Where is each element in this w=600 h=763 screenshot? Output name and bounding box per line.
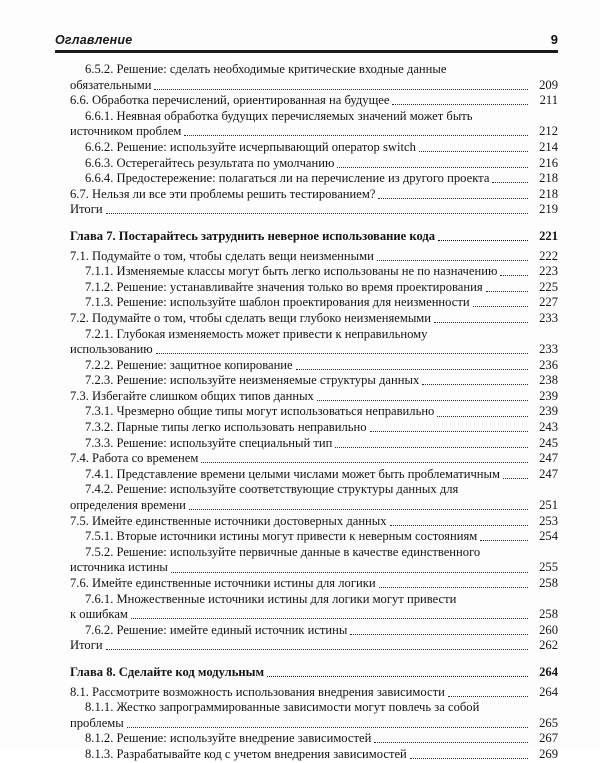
toc-entry-line [55,62,558,78]
dot-leader [486,291,528,292]
toc-entry-text: 6.6.3. Остерегайтесь результата по умолчанию [85,155,335,170]
toc-entry-line [55,311,558,327]
toc-entry[interactable] [55,295,558,311]
toc-entry-line [55,202,558,218]
dot-leader [350,634,528,635]
dot-leader [156,353,528,354]
toc-entry-line [55,482,558,498]
toc-entry-page-number: 221 [539,228,558,243]
toc-entry-text: 7.3.2. Парные типы легко использовать неправильно [85,420,367,435]
toc-entry-page-number: 269 [539,746,558,761]
toc-entry-text: обязательными [70,77,152,92]
toc-entry-text: 7.1. Подумайте о том, чтобы сделать вещи неизменными [70,248,374,263]
toc-entry-line [55,498,558,514]
toc-entry-line [55,420,558,436]
toc-entry-text: к ошибкам [70,607,128,622]
toc-entry-text: 7.2.1. Глубокая изменяемость может привести к неправильному [85,326,428,341]
toc-entry-text: 7.4.1. Представление времени целыми числами может быть проблематичным [85,466,500,481]
toc-entry-text: 7.6. Имейте единственные источники истины для логики [70,576,376,590]
toc-entry-page-number: 253 [539,513,558,528]
toc-entry-line [55,467,558,483]
toc-entry-page-number: 255 [539,560,558,575]
toc-entry-page-number: 227 [539,295,558,310]
toc-entry-text: 7.3.3. Решение: используйте специальный тип [85,435,333,450]
toc-entry-text: 7.4. Работа со временем [70,451,199,466]
dot-leader [131,618,528,619]
dot-leader [422,384,528,385]
toc-entry-page-number: 243 [539,420,558,435]
toc-entry-page-number: 225 [539,279,558,294]
dot-leader [379,587,528,588]
toc-entry-text: 6.6. Обработка перечислений, ориентированная на будущее [70,93,390,108]
toc-entry-text: источника истины [70,560,168,575]
toc-entry-line [55,280,558,296]
running-header-title: Оглавление [55,33,133,47]
toc-entry[interactable] [55,638,558,654]
toc-entry[interactable] [55,623,558,639]
dot-leader [154,89,528,90]
toc-entry-text: 6.5.2. Решение: сделать необходимые критические входные данные [85,62,447,76]
toc-entry[interactable] [55,264,558,280]
toc-entry-page-number: 233 [539,342,558,357]
toc-entry-line [55,124,558,140]
dot-leader [473,306,528,307]
toc-entry-text: 8.1.2. Решение: используйте внедрение зависимостей [85,731,372,746]
toc-entry[interactable] [55,389,558,405]
dot-leader [370,431,528,432]
header-rule [55,50,558,53]
toc-entry-line [55,731,558,747]
toc-entry-line [55,342,558,358]
toc-entry-text: 7.5. Имейте единственные источники достоверных данных [70,513,387,528]
toc-entry-text: 7.3. Избегайте слишком общих типов данных [70,388,314,403]
toc-entry-line [55,560,558,576]
toc-entry-text: 7.6.2. Решение: имейте единый источник истины [85,622,348,637]
dot-leader [480,540,528,541]
dot-leader [448,696,528,697]
toc-entry[interactable] [55,467,558,483]
toc-entry-page-number: 258 [539,576,558,590]
toc-entry-line [55,576,558,592]
toc-entry[interactable] [55,327,558,358]
toc-entry[interactable] [55,358,558,374]
toc-chapter-entry[interactable] [55,229,558,245]
toc-entry-page-number: 211 [539,93,558,108]
toc-entry-line [55,514,558,530]
toc-entry[interactable] [55,93,558,109]
toc-entry-text: 7.1.1. Изменяемые классы могут быть легко использованы не по назначению [85,264,498,279]
toc-entry-page-number: 238 [539,373,558,388]
toc-entry-page-number: 219 [539,202,558,217]
toc-chapter-entry[interactable] [55,665,558,681]
toc-entry[interactable] [55,436,558,452]
toc-entry-text: 8.1.3. Разрабатывайте код с учетом внедрения зависимостей [85,746,407,761]
dot-leader [296,369,528,370]
dot-leader [492,182,528,183]
toc-entry-text: 7.6.1. Множественные источники истины для логики могут привести [85,591,457,606]
toc-entry[interactable] [55,171,558,187]
toc-entry-text: Глава 7. Постарайтесь затруднить неверное использование кода [70,228,436,243]
dot-leader [437,416,528,417]
toc-entry-page-number: 245 [539,435,558,450]
dot-leader [503,478,528,479]
toc-entry-line [55,109,558,125]
toc-entry-line [55,545,558,561]
toc-entry-page-number: 239 [539,388,558,403]
toc-entry-line [55,638,558,654]
toc-entry-page-number: 223 [539,264,558,279]
toc-entry-line [55,187,558,203]
toc-entry[interactable] [55,451,558,467]
toc-entry-line [55,78,558,94]
toc-entry-line [55,358,558,374]
toc-entry-text: 7.1.2. Решение: устанавливайте значения только во время проектирования [85,279,483,294]
toc-entry-line [55,529,558,545]
toc-entry-line [55,623,558,639]
toc-entry-text: проблемы [70,715,124,730]
toc-entry-line [55,373,558,389]
toc-entry-page-number: 264 [539,684,558,699]
toc-entry-text: 7.2.3. Решение: используйте неизменяемые структуры данных [85,373,420,388]
dot-leader [335,447,528,448]
toc-entry[interactable] [55,482,558,513]
toc-entry-page-number: 236 [539,357,558,372]
toc-entry-text: 7.2.2. Решение: защитное копирование [85,357,293,372]
toc-entry-text: 7.1.3. Решение: используйте шаблон проектирования для неизменности [85,295,470,310]
toc-entry-line [55,404,558,420]
dot-leader [106,649,528,650]
toc-entry-line [70,665,558,681]
toc-entry-text: Итоги [70,202,103,217]
dot-leader [438,240,528,241]
toc-entry-line [55,436,558,452]
dot-leader [337,167,528,168]
dot-leader [106,213,528,214]
toc-entry-line [55,389,558,405]
toc-entry[interactable] [55,109,558,140]
toc-entry[interactable] [55,249,558,265]
toc-entry[interactable] [55,373,558,389]
dot-leader [374,742,528,743]
toc-entry-line [55,156,558,172]
dot-leader [317,400,528,401]
dot-leader [419,151,528,152]
toc-entry-text: Глава 8. Сделайте код модульным [70,664,265,679]
toc-entry-line [55,685,558,701]
toc-entry-page-number: 265 [539,715,558,730]
toc-entry-line [55,264,558,280]
dot-leader [201,462,528,463]
toc-entry-page-number: 251 [539,498,558,513]
toc-entry[interactable] [55,514,558,530]
toc-entry-text: 6.7. Нельзя ли все эти проблемы решить тестированием? [70,186,376,201]
toc-entry-line [70,229,558,245]
toc-entry-text: 6.6.2. Решение: используйте исчерпывающий оператор switch [85,139,416,154]
dot-leader [378,198,528,199]
toc-entry-text: определения времени [70,498,186,513]
toc-entry-line [55,700,558,716]
dot-leader [410,758,528,759]
toc-entry[interactable] [55,731,558,747]
toc-entry-text: 7.4.2. Решение: используйте соответствующие структуры данных для [85,482,459,497]
running-header-row [55,32,558,50]
toc-entry-line [55,607,558,623]
page-folio: 9 [550,32,558,47]
toc-entry-page-number: 260 [539,622,558,637]
toc-entry-page-number: 212 [539,124,558,139]
dot-leader [390,525,528,526]
toc-entry[interactable] [55,700,558,731]
toc-entry-page-number: 254 [539,529,558,544]
running-header [55,32,558,54]
toc-entry[interactable] [55,576,558,592]
dot-leader [171,572,528,573]
toc-entry-text: 6.6.4. Предостережение: полагаться ли на перечисление из другого проекта [85,171,490,186]
toc-entry-page-number: 216 [539,155,558,170]
toc-entry[interactable] [55,747,558,763]
toc-entry-line [55,93,558,109]
toc-entry[interactable] [55,62,558,93]
toc-entry-line [55,295,558,311]
toc-entry-line [55,249,558,265]
toc-entry[interactable] [55,311,558,327]
toc-entry-line [55,451,558,467]
toc-entry[interactable] [55,202,558,218]
toc-entry[interactable] [55,592,558,623]
toc-entry-text: 7.5.1. Вторые источники истины могут привести к неверным состояниям [85,529,478,544]
toc-entry-text: 7.5.2. Решение: используйте первичные данные в качестве единственного [85,544,481,559]
toc-entry[interactable] [55,280,558,296]
toc-entry-text: 7.3.1. Чрезмерно общие типы могут использоваться неправильно [85,404,435,419]
toc-entry-page-number: 233 [539,310,558,325]
dot-leader [127,727,528,728]
dot-leader [189,509,528,510]
toc-entry-page-number: 258 [539,607,558,622]
dot-leader [267,676,528,677]
toc-entry-text: источником проблем [70,124,182,139]
toc-entry-line [55,171,558,187]
toc-entry-page-number: 214 [539,139,558,154]
toc-entry-text: Итоги [70,638,103,653]
toc-entry-text: 8.1. Рассмотрите возможность использования внедрения зависимости [70,684,445,699]
toc-entry-text: 6.6.1. Неявная обработка будущих перечисляемых значений может быть [85,108,473,123]
dot-leader [392,104,528,105]
toc-entry-page-number: 209 [539,77,558,92]
toc-entry-page-number: 247 [539,451,558,466]
toc-entry[interactable] [55,545,558,576]
dot-leader [434,322,528,323]
toc-entry-page-number: 247 [539,466,558,481]
toc-entry-page-number: 267 [539,731,558,746]
dot-leader [184,135,528,136]
toc-entry-page-number: 218 [539,171,558,186]
toc-entry-page-number: 262 [539,638,558,653]
toc-entry-line [55,747,558,763]
toc-entry[interactable] [55,187,558,203]
toc-entry-page-number: 222 [539,248,558,263]
toc-entry-page-number: 264 [539,664,558,679]
toc-entry-list [55,62,558,763]
toc-entry-line [55,140,558,156]
toc-entry[interactable] [55,685,558,701]
toc-entry-text: 7.2. Подумайте о том, чтобы сделать вещи глубоко неизменяемыми [70,310,431,325]
toc-entry-text: использованию [70,342,153,357]
toc-entry-line [55,592,558,608]
toc-entry[interactable] [55,404,558,420]
toc-entry-line [55,327,558,343]
toc-entry[interactable] [55,140,558,156]
dot-leader [500,275,528,276]
toc-entry-page-number: 218 [539,186,558,201]
toc-entry[interactable] [55,156,558,172]
toc-entry[interactable] [55,420,558,436]
toc-entry-text: 8.1.1. Жестко запрограммированные зависимости могут повлечь за собой [85,700,480,715]
toc-entry[interactable] [55,529,558,545]
toc-entry-page-number: 239 [539,404,558,419]
dot-leader [377,260,528,261]
toc-entry-line [55,716,558,732]
